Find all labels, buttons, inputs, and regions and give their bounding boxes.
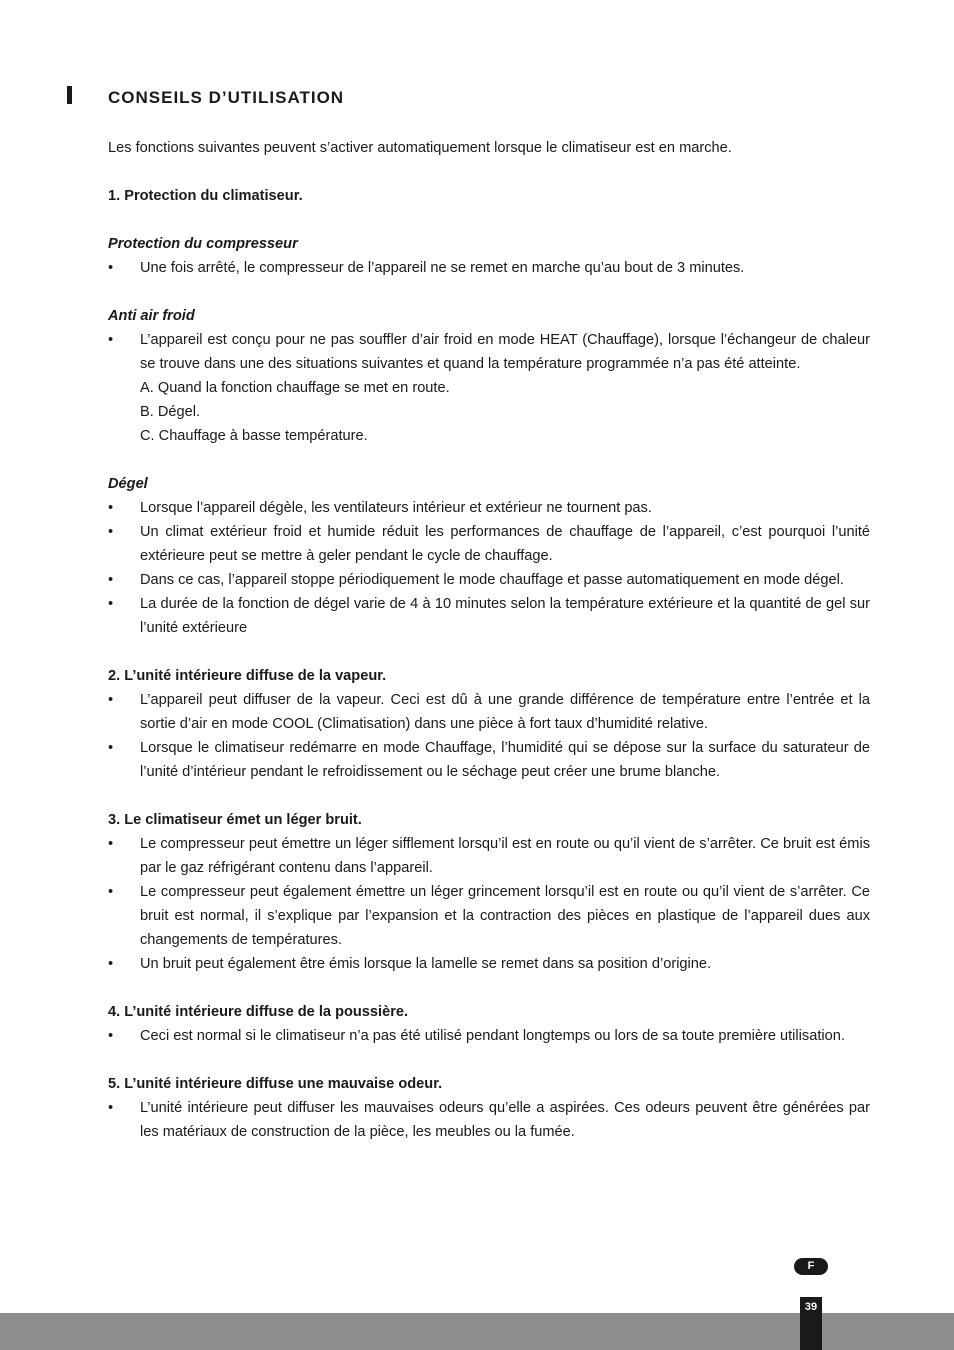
document-body	[108, 136, 870, 1144]
bullet-icon: •	[108, 1100, 114, 1116]
list-item: • Une fois arrêté, le compresseur de l’appareil ne se remet en marche qu’au bout de 3 minutes.	[108, 256, 870, 280]
bullet-icon: •	[108, 572, 114, 588]
section-3-heading: 3. Le climatiseur émet un léger bruit.	[108, 812, 362, 828]
section-4-heading: 4. L’unité intérieure diffuse de la poussière.	[108, 1004, 409, 1020]
bullet-list	[108, 496, 870, 640]
intro-paragraph: Les fonctions suivantes peuvent s’activer automatiquement lorsque le climatiseur est en marche.	[108, 140, 732, 156]
bullet-icon: •	[108, 500, 114, 516]
bullet-list	[108, 1024, 870, 1048]
subsection-compressor-title: Protection du compresseur	[108, 236, 298, 252]
list-item: • Dans ce cas, l’appareil stoppe périodiquement le mode chauffage et passe automatiquement en mode dégel.	[108, 568, 870, 592]
list-item: • Le compresseur peut émettre un léger sifflement lorsqu’il est en route ou qu’il vient de s’arrêter. Ce bruit est émis par le gaz réfrigérant contenu dans l’appareil.	[108, 832, 870, 880]
bullet-icon: •	[108, 884, 114, 900]
page-title: CONSEILS D’UTILISATION	[108, 88, 345, 107]
list-item: • L’unité intérieure peut diffuser les mauvaises odeurs qu’elle a aspirées. Ces odeurs peuvent être générées par les matériaux de construction de la pièce, les meubles ou la fumée.	[108, 1096, 870, 1144]
subsection-defrost-title: Dégel	[108, 476, 148, 492]
bullet-icon: •	[108, 692, 114, 708]
page-number: 39	[800, 1297, 822, 1350]
bullet-list	[108, 256, 870, 280]
list-item: • Lorsque l’appareil dégèle, les ventilateurs intérieur et extérieur ne tournent pas.	[108, 496, 870, 520]
list-item: • L’appareil est conçu pour ne pas souffler d’air froid en mode HEAT (Chauffage), lorsque l’échangeur de chaleur se trouve dans une des situations suivantes et quand la température programmée n’a pas été atteinte.	[108, 328, 870, 376]
bullet-icon: •	[108, 524, 114, 540]
list-item: C. Chauffage à basse température.	[140, 428, 368, 444]
lettered-list	[108, 376, 870, 448]
section-1-heading: 1. Protection du climatiseur.	[108, 188, 303, 204]
bullet-icon: •	[108, 1028, 114, 1044]
list-item: • Lorsque le climatiseur redémarre en mode Chauffage, l’humidité qui se dépose sur la surface du saturateur de l’unité d’intérieur pendant le refroidissement ou le séchage peut créer une brume blanche.	[108, 736, 870, 784]
list-item: • L’appareil peut diffuser de la vapeur. Ceci est dû à une grande différence de température entre l’entrée et la sortie d’air en mode COOL (Climatisation) dans une pièce à fort taux d’humidité relative.	[108, 688, 870, 736]
list-item: • La durée de la fonction de dégel varie de 4 à 10 minutes selon la température extérieure et la quantité de gel sur l’unité extérieure	[108, 592, 870, 640]
subsection-anti-cold-title: Anti air froid	[108, 308, 195, 324]
section-5-heading: 5. L’unité intérieure diffuse une mauvaise odeur.	[108, 1076, 443, 1092]
bullet-list	[108, 688, 870, 784]
list-item: • Ceci est normal si le climatiseur n’a pas été utilisé pendant longtemps ou lors de sa toute première utilisation.	[108, 1024, 870, 1048]
section-2-heading: 2. L’unité intérieure diffuse de la vapeur.	[108, 668, 387, 684]
bullet-icon: •	[108, 260, 114, 276]
bullet-list	[108, 832, 870, 976]
bullet-icon: •	[108, 332, 114, 348]
bullet-icon: •	[108, 596, 114, 612]
bullet-list	[108, 1096, 870, 1144]
bullet-icon: •	[108, 740, 114, 756]
list-item: A. Quand la fonction chauffage se met en route.	[140, 380, 450, 396]
bullet-list	[108, 328, 870, 376]
list-item: • Le compresseur peut également émettre un léger grincement lorsqu’il est en route ou qu’il vient de s’arrêter. Ce bruit est normal, il s’explique par l’expansion et la contraction des pièces en plastique de l’appareil dues aux changements de températures.	[108, 880, 870, 952]
language-badge: F	[794, 1258, 828, 1275]
list-item: • Un climat extérieur froid et humide réduit les performances de chauffage de l’appareil, c’est pourquoi l’unité extérieure peut se mettre à geler pendant le cycle de chauffage.	[108, 520, 870, 568]
bullet-icon: •	[108, 836, 114, 852]
list-item: • Un bruit peut également être émis lorsque la lamelle se remet dans sa position d’origine.	[108, 952, 870, 976]
list-item: B. Dégel.	[140, 404, 201, 420]
section-marker	[67, 86, 72, 104]
bullet-icon: •	[108, 956, 114, 972]
